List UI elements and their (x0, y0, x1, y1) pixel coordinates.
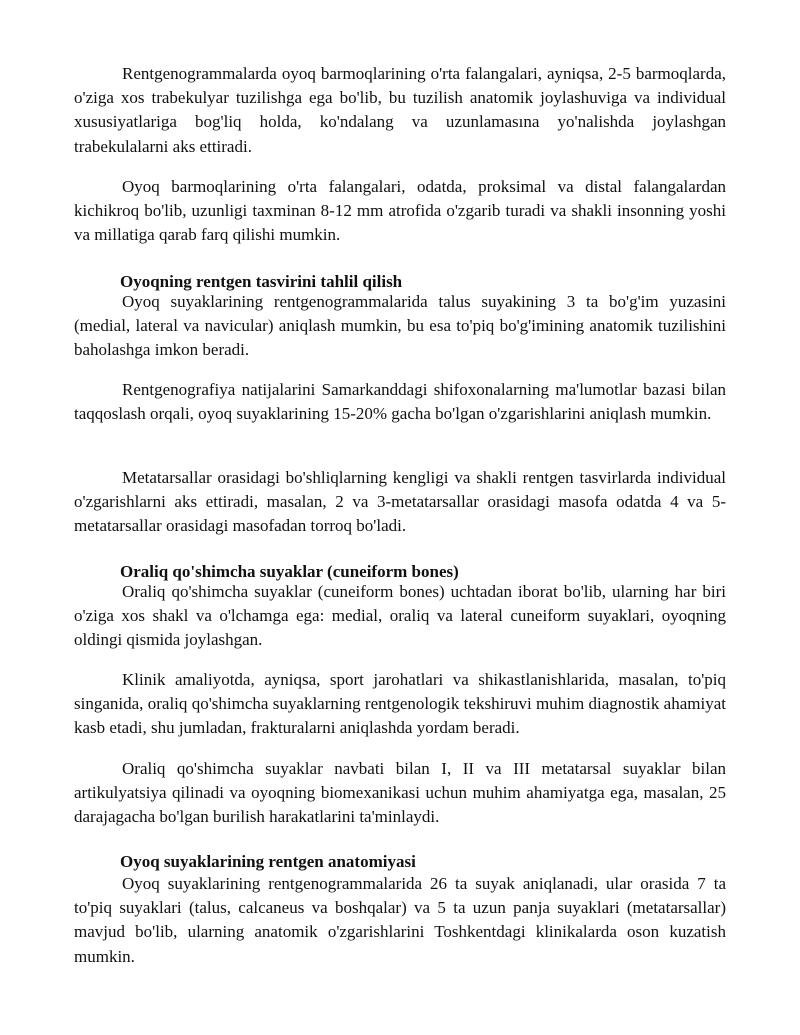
paragraph: Metatarsallar orasidagi bo'shliqlarning kengligi va shakli rentgen tasvirlarda individual o'zgarishlarni aks ettiradi, masalan, 2 va 3-metatarsallar orasidagi masofa odatda 4 va 5-metatarsallar orasidagi masofadan torroq bo'ladi. (74, 468, 726, 536)
paragraph: Oraliq qo'shimcha suyaklar navbati bilan I, II va III metatarsal suyaklar bilan artikulyatsiya qilinadi va oyoqning biomexanikasi uchun muhim ahamiyatga ega, masalan, 25 darajagacha bo'lgan burilish harakatlarini ta'minlaydi. (74, 759, 726, 827)
section-heading: Oyoqning rentgen tasvirini tahlil qilish (120, 272, 403, 291)
paragraph: Oyoq suyaklarining rentgenogrammalarida talus suyakining 3 ta bo'g'im yuzasini (medial, lateral va navicular) aniqlash mumkin, bu esa to'piq bo'g'imining anatomik tuzilishini baholashga imkon beradi. (74, 292, 726, 360)
section-heading: Oraliq qo'shimcha suyaklar (cuneiform bones) (120, 562, 459, 581)
paragraph: Rentgenogrammalarda oyoq barmoqlarining o'rta falangalari, ayniqsa, 2-5 barmoqlarda, o'ziga xos trabekulyar tuzilishga ega bo'lib, bu tuzilish anatomik joylashuviga va individual xususiyatlariga bog'liq holda, ko'ndalang va uzunlamasına yo'nalishda joylashgan trabekulalarni aks ettiradi. (74, 64, 726, 156)
paragraph: Klinik amaliyotda, ayniqsa, sport jarohatlari va shikastlanishlarida, masalan, to'piq singanida, oraliq qo'shimcha suyaklarning rentgenologik tekshiruvi muhim diagnostik ahamiyat kasb etadi, shu jumladan, frakturalarni aniqlashda yordam beradi. (74, 670, 726, 738)
section-heading: Oyoq suyaklarining rentgen anatomiyasi (120, 852, 416, 871)
paragraph: Oraliq qo'shimcha suyaklar (cuneiform bones) uchtadan iborat bo'lib, ularning har biri o'ziga xos shakl va o'lchamga ega: medial, oraliq va lateral cuneiform suyaklari, oyoqning oldingi qismida joylashgan. (74, 582, 726, 650)
paragraph: Oyoq barmoqlarining o'rta falangalari, odatda, proksimal va distal falangalardan kichikroq bo'lib, uzunligi taxminan 8-12 mm atrofida o'zgarib turadi va shakli insonning yoshi va millatiga qarab farq qilishi mumkin. (74, 177, 726, 245)
paragraph: Oyoq suyaklarining rentgenogrammalarida 26 ta suyak aniqlanadi, ular orasida 7 ta to'piq suyaklari (talus, calcaneus va boshqalar) va 5 ta uzun panja suyaklari (metatarsallar) mavjud bo'lib, ularning anatomik o'zgarishlarini Toshkentdagi klinikalarda oson kuzatish mumkin. (74, 874, 726, 966)
paragraph: Rentgenografiya natijalarini Samarkanddagi shifoxonalarning ma'lumotlar bazasi bilan taqqoslash orqali, oyoq suyaklarining 15-20% gacha bo'lgan o'zgarishlarini aniqlash mumkin. (74, 380, 726, 424)
